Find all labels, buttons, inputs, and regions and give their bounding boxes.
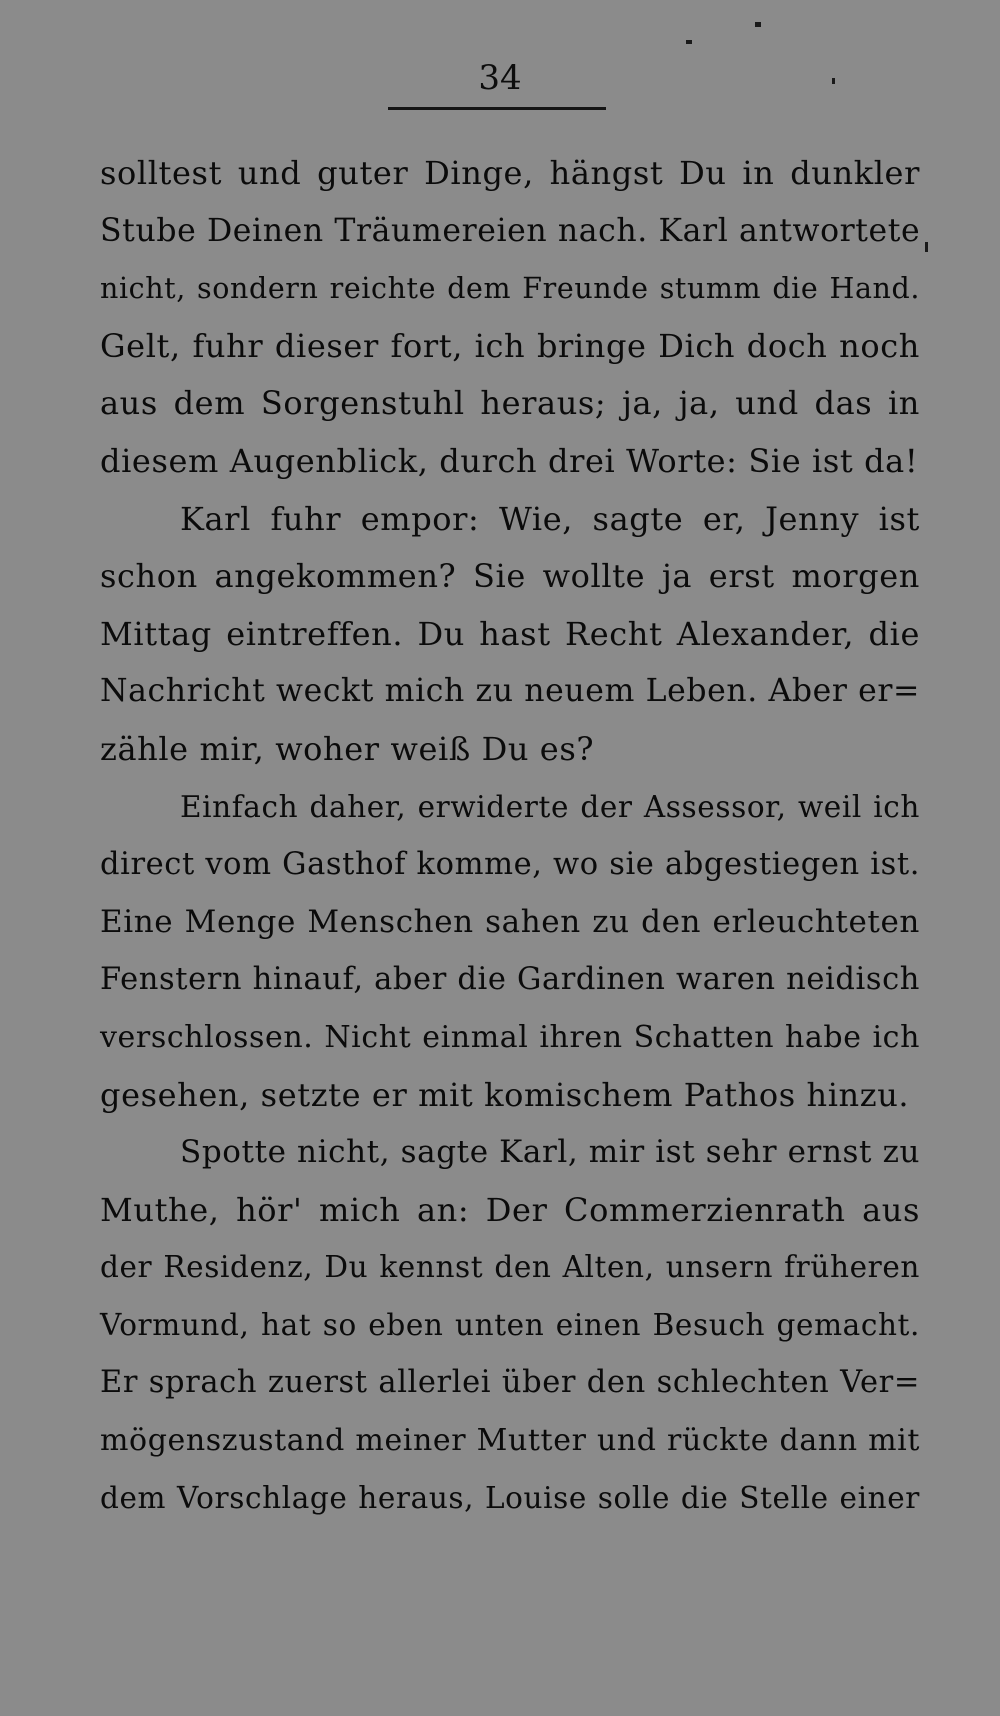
- print-speck: [686, 40, 692, 44]
- text-line: Fenstern hinauf, aber die Gardinen waren neidisch: [100, 962, 920, 998]
- print-speck: [755, 22, 761, 27]
- text-line: Einfach daher, erwiderte der Assessor, weil ich: [180, 789, 920, 824]
- text-line: Gelt, fuhr dieser fort, ich bringe Dich doch noch: [100, 326, 920, 365]
- page-number: 34: [478, 58, 522, 98]
- text-line: diesem Augenblick, durch drei Worte: Sie ist da!: [100, 441, 919, 480]
- text-line: Nachricht weckt mich zu neuem Leben. Aber er=: [100, 673, 920, 710]
- text-line: der Residenz, Du kennst den Alten, unsern früheren: [100, 1250, 920, 1285]
- text-line: Muthe, hör' mich an: Der Commerzienrath aus: [100, 1190, 920, 1229]
- text-line: nicht, sondern reichte dem Freunde stumm die Hand.: [100, 272, 920, 306]
- text-line: Stube Deinen Träumereien nach. Karl antwortete: [100, 212, 921, 249]
- print-speck: [832, 78, 835, 84]
- text-line: verschlossen. Nicht einmal ihren Schatten habe ich: [100, 1019, 920, 1055]
- text-line: zähle mir, woher weiß Du es?: [100, 729, 595, 768]
- text-line: Er sprach zuerst allerlei über den schlechten Ver=: [100, 1365, 920, 1401]
- text-line: Spotte nicht, sagte Karl, mir ist sehr ernst zu: [180, 1134, 921, 1171]
- print-speck: [925, 242, 928, 252]
- text-line: Eine Menge Menschen sahen zu den erleuchteten: [100, 903, 920, 940]
- text-line: aus dem Sorgenstuhl heraus; ja, ja, und das in: [100, 384, 920, 423]
- text-line: solltest und guter Dinge, hängst Du in dunkler: [100, 154, 920, 192]
- text-line: Karl fuhr empor: Wie, sagte er, Jenny ist: [180, 499, 920, 538]
- text-line: dem Vorschlage heraus, Louise solle die Stelle einer: [100, 1480, 920, 1515]
- header-rule: [388, 107, 606, 110]
- text-line: mögenszustand meiner Mutter und rückte dann mit: [100, 1423, 920, 1459]
- text-line: Vormund, hat so eben unten einen Besuch gemacht.: [100, 1307, 920, 1342]
- text-line: Mittag eintreffen. Du hast Recht Alexander, die: [100, 614, 920, 653]
- text-line: schon angekommen? Sie wollte ja erst morgen: [100, 557, 920, 596]
- body-text: [100, 145, 920, 1527]
- text-line: direct vom Gasthof komme, wo sie abgestiegen ist.: [100, 847, 920, 883]
- text-line: gesehen, setzte er mit komischem Pathos hinzu.: [100, 1075, 910, 1114]
